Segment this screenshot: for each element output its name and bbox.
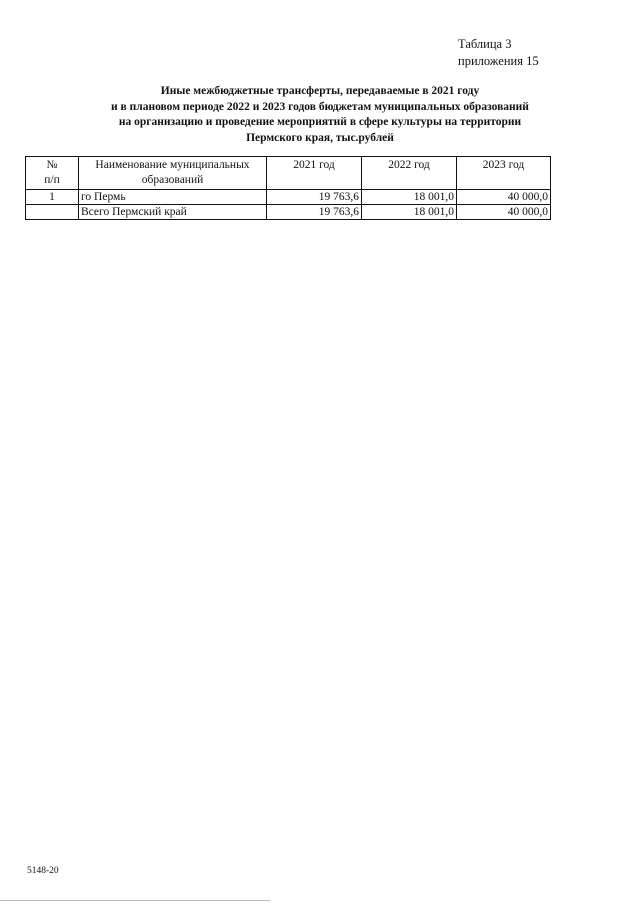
title-line-2: и в плановом периоде 2022 и 2023 годов бюджетам муниципальных образований — [111, 100, 529, 113]
municipality-name: Всего Пермский край — [79, 205, 267, 220]
appendix-number: приложения 15 — [458, 54, 539, 68]
table-row-total — [26, 205, 551, 220]
value-2022: 18 001,0 — [362, 190, 457, 205]
column-header-number — [26, 157, 79, 190]
document-title — [40, 84, 600, 146]
table-header-row — [26, 157, 551, 190]
column-header-number-line2: п/п — [44, 174, 60, 186]
title-line-3: на организацию и проведение мероприятий в сфере культуры на территории — [118, 116, 522, 128]
table-number: Таблица 3 — [458, 37, 512, 51]
column-header-2022: 2022 год — [362, 157, 457, 190]
value-2022: 18 001,0 — [362, 205, 457, 220]
table-row — [26, 190, 551, 205]
column-header-2023: 2023 год — [457, 157, 551, 190]
title-line-4: Пермского края, тыс.рублей — [246, 131, 394, 144]
row-number: 1 — [26, 190, 79, 205]
value-2023: 40 000,0 — [457, 205, 551, 220]
municipality-name: го Пермь — [79, 190, 267, 205]
value-2021: 19 763,6 — [267, 205, 362, 220]
column-header-number-line1: № — [46, 159, 58, 171]
value-2021: 19 763,6 — [267, 190, 362, 205]
value-2023: 40 000,0 — [457, 190, 551, 205]
title-line-1: Иные межбюджетные трансферты, передаваемые в 2021 году — [160, 85, 480, 97]
scan-edge-line — [0, 900, 270, 901]
document-code: 5148-20 — [27, 866, 59, 876]
transfers-table — [25, 156, 551, 220]
table-reference — [458, 36, 539, 70]
column-header-name-line2: образований — [141, 174, 204, 186]
row-number — [26, 205, 79, 220]
column-header-2021: 2021 год — [267, 157, 362, 190]
column-header-name-line1: Наименование муниципальных — [95, 159, 250, 171]
column-header-name — [79, 157, 267, 190]
